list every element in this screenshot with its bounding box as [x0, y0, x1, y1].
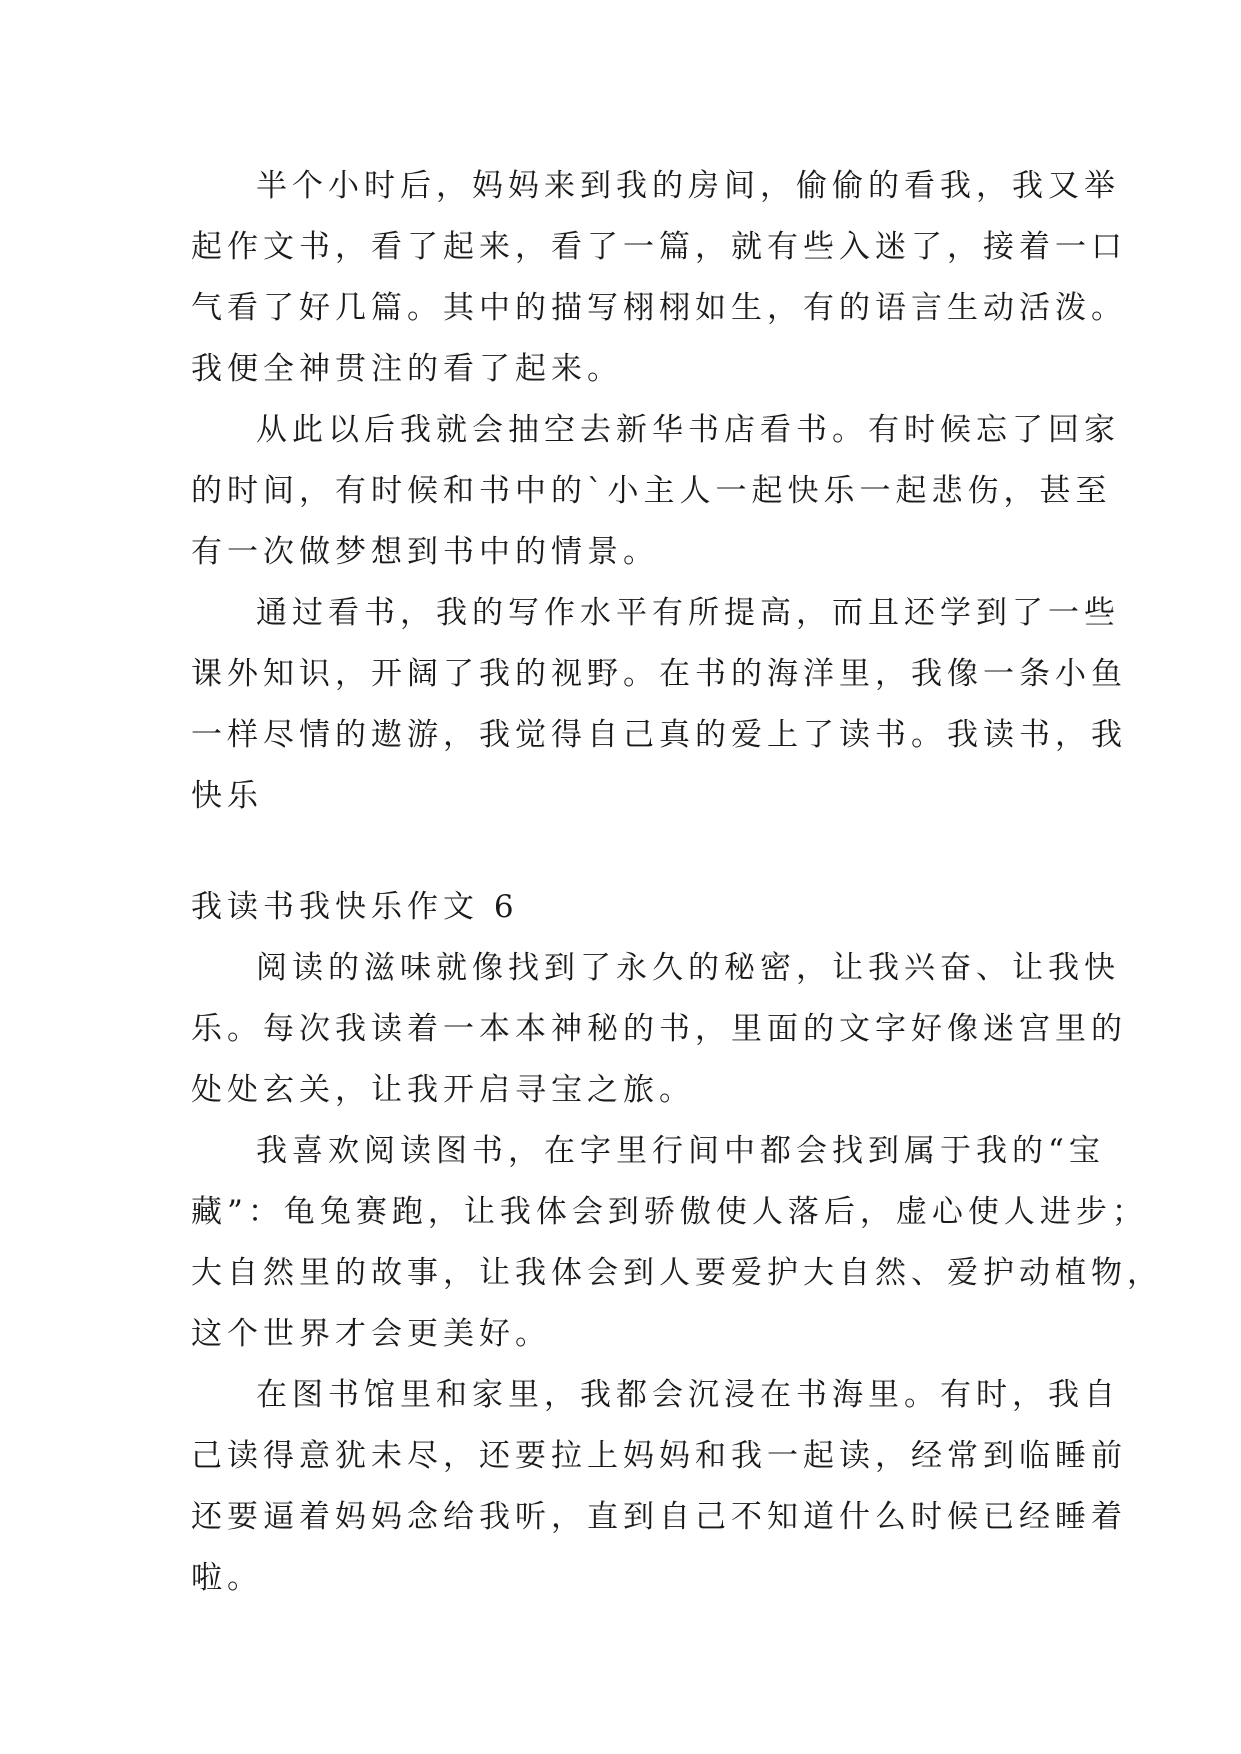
paragraph-line: 快乐: [191, 778, 263, 814]
paragraph-line: 的时间，有时候和书中的`小主人一起快乐一起悲伤，甚至: [191, 473, 1112, 509]
paragraph-line: 处处玄关，让我开启寻宝之旅。: [191, 1072, 695, 1108]
paragraph-line: 藏”：龟兔赛跑，让我体会到骄傲使人落后，虚心使人进步；: [191, 1194, 1148, 1230]
section-heading: 我读书我快乐作文 6: [191, 889, 519, 925]
paragraph-line: 课外知识，开阔了我的视野。在书的海洋里，我像一条小鱼: [191, 656, 1127, 692]
paragraph-line: 还要逼着妈妈念给我听，直到自己不知道什么时候已经睡着: [191, 1499, 1127, 1535]
paragraph-line: 气看了好几篇。其中的描写栩栩如生，有的语言生动活泼。: [191, 290, 1127, 326]
paragraph-line: 通过看书，我的写作水平有所提高，而且还学到了一些: [256, 595, 1120, 631]
paragraph-line: 从此以后我就会抽空去新华书店看书。有时候忘了回家: [256, 412, 1120, 448]
paragraph-line: 我喜欢阅读图书，在字里行间中都会找到属于我的“宝: [256, 1133, 1105, 1169]
paragraph-line: 有一次做梦想到书中的情景。: [191, 534, 659, 570]
paragraph-line: 起作文书，看了起来，看了一篇，就有些入迷了，接着一口: [191, 229, 1127, 265]
paragraph-line: 一样尽情的遨游，我觉得自己真的爱上了读书。我读书，我: [191, 717, 1127, 753]
paragraph-line: 半个小时后，妈妈来到我的房间，偷偷的看我，我又举: [256, 168, 1120, 204]
paragraph-line: 乐。每次我读着一本本神秘的书，里面的文字好像迷宫里的: [191, 1011, 1127, 1047]
paragraph-line: 我便全神贯注的看了起来。: [191, 351, 623, 387]
paragraph-line: 啦。: [191, 1560, 263, 1596]
paragraph-line: 己读得意犹未尽，还要拉上妈妈和我一起读，经常到临睡前: [191, 1438, 1127, 1474]
paragraph-line: 大自然里的故事，让我体会到人要爱护大自然、爱护动植物，: [191, 1255, 1163, 1291]
paragraph-line: 阅读的滋味就像找到了永久的秘密，让我兴奋、让我快: [256, 950, 1120, 986]
paragraph-line: 这个世界才会更美好。: [191, 1316, 551, 1352]
paragraph-line: 在图书馆里和家里，我都会沉浸在书海里。有时，我自: [256, 1377, 1120, 1413]
